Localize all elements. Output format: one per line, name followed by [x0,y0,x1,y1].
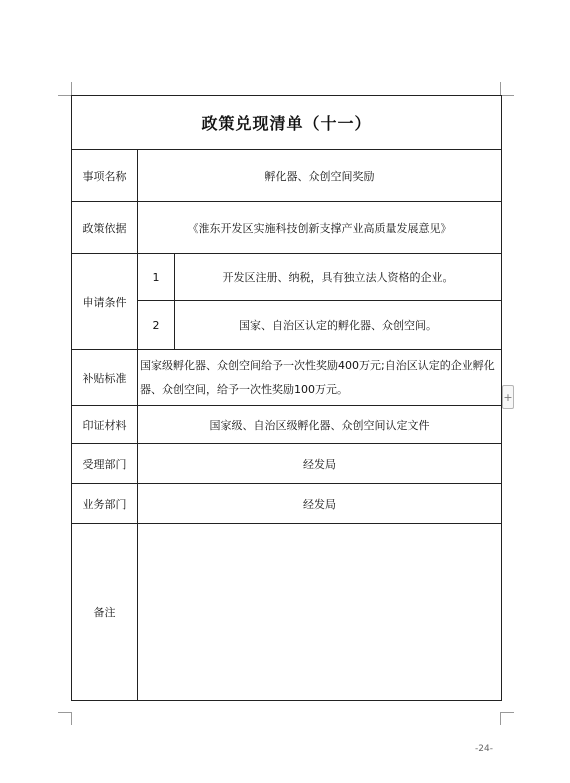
condition-number-1: 1 [138,254,175,301]
subsidy-row [72,350,502,406]
policy-basis-value: 《淮东开发区实施科技创新支撑产业高质量发展意见》 [138,202,502,254]
policy-table [71,95,502,701]
title-row [72,96,502,150]
condition-text-2: 国家、自治区认定的孵化器、众创空间。 [175,301,502,350]
subsidy-cell [138,350,502,406]
crop-mark-bottom-right-v [500,712,501,725]
policy-basis-row [72,202,502,254]
page-number: -24- [475,744,493,754]
item-name-label: 事项名称 [72,150,138,202]
document-title: 政策兑现清单（十一） [72,96,502,150]
policy-basis-label: 政策依据 [72,202,138,254]
crop-mark-bottom-right-h [501,712,514,713]
materials-label: 印证材料 [72,406,138,444]
crop-mark-top-right-v [500,82,501,95]
condition-number-2: 2 [138,301,175,350]
accepting-dept-row [72,444,502,484]
subsidy-label: 补贴标准 [72,350,138,406]
crop-mark-top-left-v [71,82,72,95]
expand-plus-button[interactable] [502,385,514,409]
conditions-label: 申请条件 [72,254,138,350]
materials-row [72,406,502,444]
condition-row-1 [72,254,502,301]
business-dept-label: 业务部门 [72,484,138,524]
crop-mark-top-left-h [58,95,71,96]
crop-mark-bottom-left-v [71,712,72,725]
plus-icon: + [503,391,513,404]
item-name-value: 孵化器、众创空间奖励 [138,150,502,202]
business-dept-row [72,484,502,524]
crop-mark-bottom-left-h [58,712,71,713]
remarks-row [72,524,502,701]
crop-mark-top-right-h [501,95,514,96]
materials-value: 国家级、自治区级孵化器、众创空间认定文件 [138,406,502,444]
business-dept-value: 经发局 [138,484,502,524]
accepting-dept-value: 经发局 [138,444,502,484]
subsidy-value: 国家级孵化器、众创空间给予一次性奖励400万元;自治区认定的企业孵化器、众创空间，给予一次性奖励100万元。 [140,358,495,396]
remarks-label: 备注 [72,524,138,701]
condition-text-1: 开发区注册、纳税，具有独立法人资格的企业。 [175,254,502,301]
accepting-dept-label: 受理部门 [72,444,138,484]
item-name-row [72,150,502,202]
remarks-value [138,524,502,701]
